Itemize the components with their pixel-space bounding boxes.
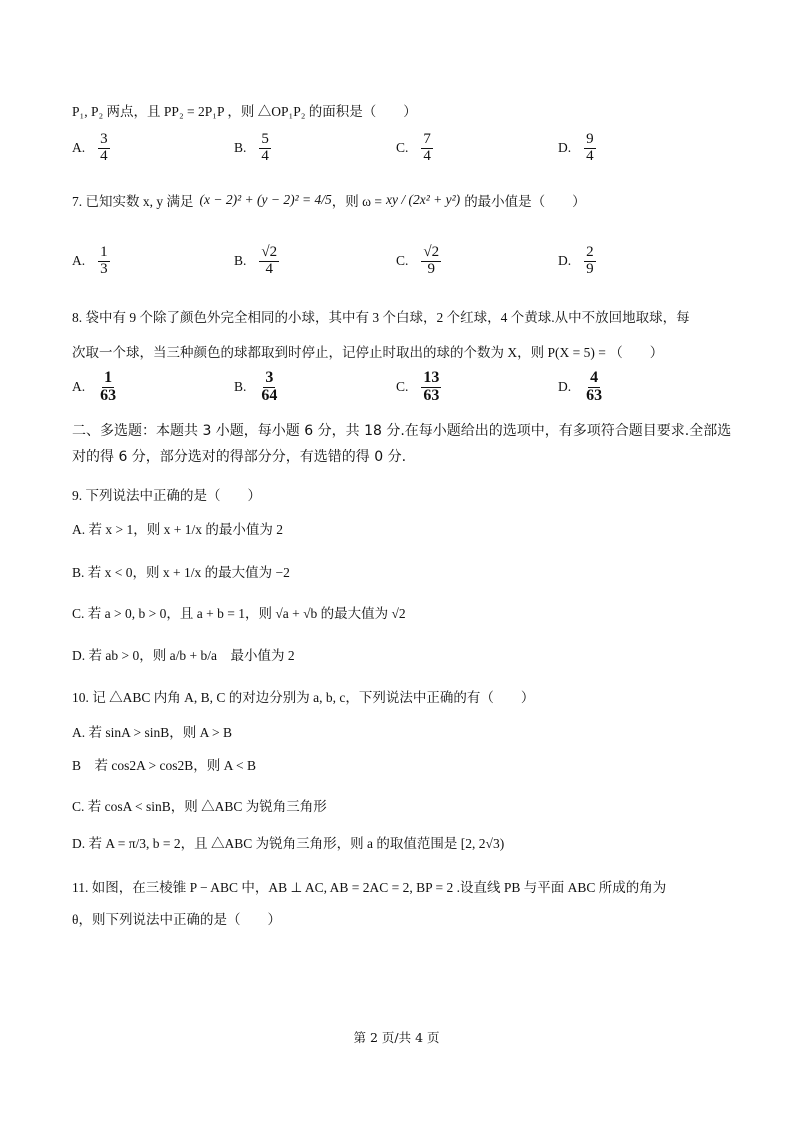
q6-option-c: C. $\frac{7}{4}$ bbox=[396, 131, 431, 164]
q8-line1: 8. 袋中有 9 个除了颜色外完全相同的小球，其中有 3 个白球，2 个红球，4 个黄球.从中不放回地取球，每 bbox=[72, 310, 690, 325]
q8-options bbox=[72, 370, 732, 405]
q11-line2: θ，则下列说法中正确的是（ ） bbox=[72, 912, 281, 927]
q7-omega: xy / (2x² + y²) bbox=[386, 192, 461, 207]
q10-stem: 10. 记 △ABC 内角 A, B, C 的对边分别为 a, b, c，下列说法中正确的有（ ） bbox=[72, 690, 535, 705]
q8-option-a: A. $\frac{1}{63}$ bbox=[72, 369, 117, 404]
q9-option-b: B. 若 x < 0，则 x + 1/x 的最大值为 −2 bbox=[72, 565, 290, 580]
q7-mid: ，则 ω = bbox=[331, 194, 383, 209]
q7-option-a: A. $\frac{1}{3}$ bbox=[72, 244, 108, 277]
q9-option-c: C. 若 a > 0, b > 0，且 a + b = 1，则 √a + √b 的最大值为 √2 bbox=[72, 606, 406, 621]
q7-option-c: C. $\frac{√2}{9}$ bbox=[396, 244, 440, 277]
q6-option-d: D. $\frac{9}{4}$ bbox=[558, 131, 594, 164]
q10-option-a: A. 若 sinA > sinB，则 A > B bbox=[72, 725, 233, 740]
q10-option-c: C. 若 cosA < sinB，则 △ABC 为锐角三角形 bbox=[72, 799, 327, 814]
q8-line2: 次取一个球，当三种颜色的球都取到时停止，记停止时取出的球的个数为 X，则 P(X = 5) = （ ） bbox=[72, 345, 664, 360]
q11-line1: 11. 如图，在三棱锥 P − ABC 中，AB ⊥ AC, AB = 2AC = 2, BP = 2 .设直线 PB 与平面 ABC 所成的角为 bbox=[72, 880, 667, 895]
q8-option-b: B. $\frac{3}{64}$ bbox=[234, 369, 278, 404]
q6-option-b: B. $\frac{5}{4}$ bbox=[234, 131, 269, 164]
q9-option-d: D. 若 ab > 0，则 a/b + b/a 最小值为 2 bbox=[72, 648, 295, 663]
q8-option-c: C. $\frac{13}{63}$ bbox=[396, 369, 440, 404]
q10-option-b: B 若 cos2A > cos2B，则 A < B bbox=[72, 758, 256, 773]
q10-option-d: D. 若 A = π/3, b = 2，且 △ABC 为锐角三角形，则 a 的取值范围是 [2, 2√3) bbox=[72, 836, 505, 851]
q8-option-d: D. $\frac{4}{63}$ bbox=[558, 369, 603, 404]
q9-option-a: A. 若 x > 1，则 x + 1/x 的最小值为 2 bbox=[72, 522, 283, 537]
q7-equation: (x − 2)² + (y − 2)² = 4/5 bbox=[199, 192, 332, 207]
q6-options bbox=[72, 132, 732, 165]
q7-prefix: 7. 已知实数 x, y 满足 bbox=[72, 194, 194, 209]
q7-option-d: D. $\frac{2}{9}$ bbox=[558, 244, 594, 277]
q6-stem: P₁, P₂ 两点，且 PP₂ = 2P₁P ，则 △OP₁P₂ 的面积是（ ） bbox=[72, 104, 417, 119]
q7-suffix: 的最小值是（ ） bbox=[464, 194, 586, 209]
q6-option-a: A. $\frac{3}{4}$ bbox=[72, 131, 108, 164]
q7-stem bbox=[72, 190, 733, 210]
section-multiple-choice-header: 二、多选题：本题共 3 小题，每小题 6 分，共 18 分.在每小题给出的选项中，有多项符合题目要求.全部选对的得 6 分，部分选对的得部分分，有选错的得 0 分. bbox=[72, 423, 732, 465]
q9-stem: 9. 下列说法中正确的是（ ） bbox=[72, 488, 261, 503]
q7-options bbox=[72, 245, 732, 278]
q7-option-b: B. $\frac{√2}{4}$ bbox=[234, 244, 278, 277]
page-footer: 第 2 页/共 4 页 bbox=[353, 1030, 440, 1045]
